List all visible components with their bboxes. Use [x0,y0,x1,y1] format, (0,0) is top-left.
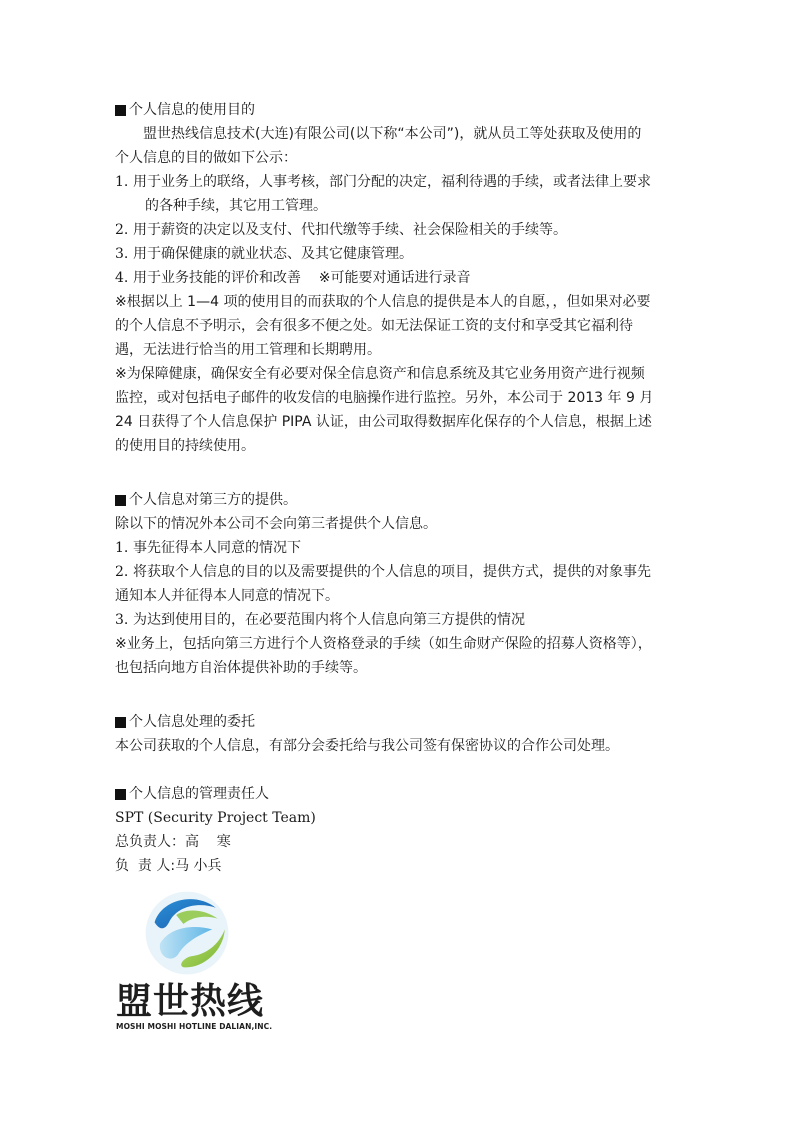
intro-paragraph-line: 盟世热线信息技术(大连)有限公司(以下称“本公司”)，就从员工等处获取及使用的 [143,126,642,142]
intro-paragraph-line: 个人信息的目的做如下公示： [115,150,297,166]
note-line: 遇，无法进行恰当的用工管理和长期聘用。 [115,342,381,358]
section-heading-usage-purpose [115,98,705,122]
list-item [115,242,705,266]
note-line: 也包括向地方自治体提供补助的手续等。 [115,660,367,676]
list-number: 1. [115,540,129,556]
company-name-english: MOSHI MOSHI HOTLINE DALIAN,INC. [116,1022,273,1031]
list-text: 将获取个人信息的目的以及需要提供的个人信息的项目，提供方式，提供的对象事先 [133,564,651,580]
note-line: ※业务上，包括向第三方进行个人资格登录的手续（如生命财产保险的招募人资格等）， [115,636,652,652]
company-logo-swirl-icon [142,888,232,978]
list-text: 用于业务上的联络，人事考核，部门分配的决定，福利待遇的手续，或者法律上要求 [133,174,651,190]
note-line: ※为保障健康，确保安全有必要对保全信息资产和信息系统及其它业务用资产进行视频 [115,366,645,382]
list-text: 用于薪资的决定以及支付、代扣代缴等手续、社会保险相关的手续等。 [133,222,567,238]
list-item [115,536,705,560]
chief-responsible-person: 总负责人：高 寒 [115,834,231,850]
note-line: 的使用目的持续使用。 [115,438,255,454]
team-name: SPT (Security Project Team) [115,810,316,826]
list-number: 4. [115,270,129,286]
section-heading-processing-entrust [115,710,705,734]
section-heading-text: 个人信息对第三方的提供。 [129,492,297,508]
note-line: ※根据以上 1—4 项的使用目的而获取的个人信息的提供是本人的自愿，，但如果对必要 [115,294,651,310]
list-item [115,266,705,290]
company-name-chinese: 盟世热线 [116,981,265,1022]
intro-paragraph-line: 除以下的情况外本公司不会向第三者提供个人信息。 [115,516,437,532]
black-square-bullet-icon [115,105,126,116]
note-line: 24 日获得了个人信息保护 PIPA 认证，由公司取得数据库化保存的个人信息，根据上述 [115,414,652,430]
responsible-person: 负 责 人:马 小兵 [115,858,222,874]
section-heading-third-party [115,488,705,512]
list-item-continuation: 通知本人并征得本人同意的情况下。 [115,588,339,604]
list-item [115,608,705,632]
list-item [115,560,705,584]
black-square-bullet-icon [115,717,126,728]
list-text: 用于确保健康的就业状态、及其它健康管理。 [133,246,413,262]
list-text: 为达到使用目的，在必要范围内将个人信息向第三方提供的情况 [133,612,525,628]
list-number: 3. [115,246,129,262]
list-text: 事先征得本人同意的情况下 [133,540,301,556]
list-number: 1. [115,174,129,190]
list-number: 2. [115,564,129,580]
list-item [115,170,705,194]
note-line: 的个人信息不予明示，会有很多不便之处。如无法保证工资的支付和享受其它福利待 [115,318,633,334]
section-heading-text: 个人信息的使用目的 [129,102,255,118]
black-square-bullet-icon [115,495,126,506]
section-heading-text: 个人信息处理的委托 [129,714,255,730]
company-logo [112,888,292,1038]
list-number: 3. [115,612,129,628]
list-text: 用于业务技能的评价和改善 ※可能要对通话进行录音 [133,270,471,286]
list-number: 2. [115,222,129,238]
list-item [115,218,705,242]
body-paragraph-line: 本公司获取的个人信息，有部分会委托给与我公司签有保密协议的合作公司处理。 [115,738,619,754]
section-heading-responsible-person [115,782,705,806]
note-line: 监控，或对包括电子邮件的收发信的电脑操作进行监控。另外，本公司于 2013 年 9 月 [115,390,654,406]
list-item-continuation: 的各种手续，其它用工管理。 [145,198,327,214]
section-heading-text: 个人信息的管理责任人 [129,786,269,802]
black-square-bullet-icon [115,789,126,800]
document-content [115,98,705,878]
